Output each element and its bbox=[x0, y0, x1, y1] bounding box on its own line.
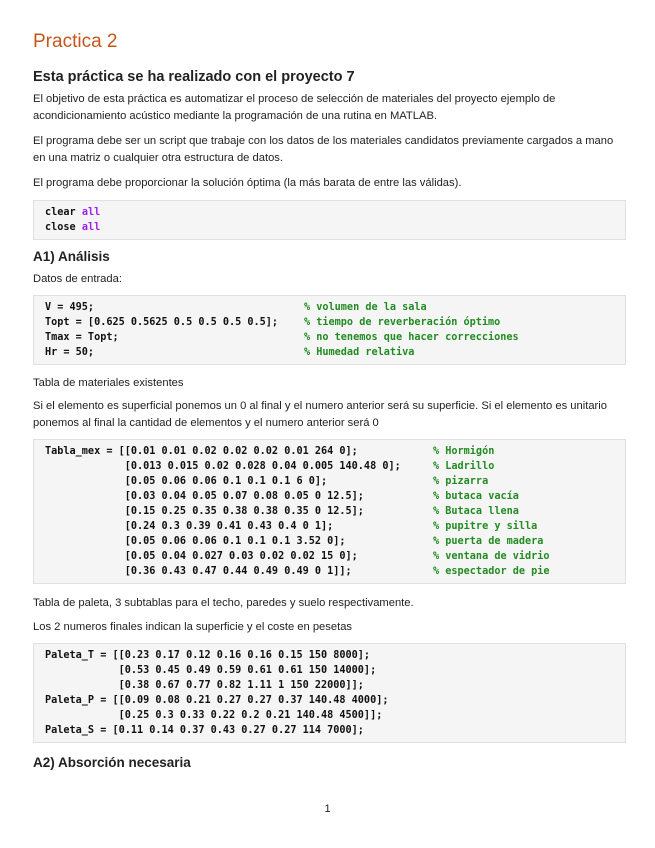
code-statement: [0.24 0.3 0.39 0.41 0.43 0.4 0 1]; bbox=[45, 521, 334, 532]
code-line bbox=[45, 330, 625, 345]
code-line bbox=[45, 300, 625, 315]
paragraph-datos-entrada: Datos de entrada: bbox=[33, 273, 122, 285]
code-comment: % Ladrillo bbox=[433, 461, 495, 472]
code-statement: Hr = 50; bbox=[45, 347, 95, 358]
code-comment: % puerta de madera bbox=[433, 536, 544, 547]
code-line bbox=[45, 444, 625, 459]
code-comment: % ventana de vidrio bbox=[433, 551, 550, 562]
code-statement: [0.03 0.04 0.05 0.07 0.08 0.05 0 12.5]; bbox=[45, 491, 364, 502]
code-line bbox=[45, 205, 625, 220]
code-line bbox=[45, 459, 625, 474]
code-statement: [0.013 0.015 0.02 0.028 0.04 0.005 140.48 0]; bbox=[45, 461, 401, 472]
paragraph-superficial: Si el elemento es superficial ponemos un 0 al final y el numero anterior será su superficie. Si el elemento es unitario ponemos al final la cantidad de elementos y el numero anterior será 0 bbox=[33, 400, 607, 429]
paragraph-objetivo: El objetivo de esta práctica es automatizar el proceso de selección de materiales del proyecto ejemplo de acondicionamiento acústico mediante la programación de una rutina en MATLAB. bbox=[33, 93, 556, 122]
paragraph-numeros-finales: Los 2 numeros finales indican la superficie y el coste en pesetas bbox=[33, 621, 353, 633]
code-statement: [0.36 0.43 0.47 0.44 0.49 0.49 0 1]]; bbox=[45, 566, 352, 577]
code-statement: Tmax = Topt; bbox=[45, 332, 119, 343]
code-comment: % volumen de la sala bbox=[304, 302, 427, 313]
code-line: [0.38 0.67 0.77 0.82 1.11 1 150 22000]]; bbox=[45, 680, 364, 691]
code-line: Paleta_T = [[0.23 0.17 0.12 0.16 0.16 0.15 150 8000]; bbox=[45, 650, 371, 661]
section-heading-a1: A1) Análisis bbox=[33, 249, 110, 264]
code-line: Paleta_P = [[0.09 0.08 0.21 0.27 0.27 0.37 140.48 4000]; bbox=[45, 695, 389, 706]
code-statement: Tabla_mex = [[0.01 0.01 0.02 0.02 0.02 0.01 264 0]; bbox=[45, 446, 358, 457]
code-line bbox=[45, 315, 625, 330]
code-comment: % pizarra bbox=[433, 476, 489, 487]
code-statement: [0.15 0.25 0.35 0.38 0.38 0.35 0 12.5]; bbox=[45, 506, 364, 517]
code-line: [0.25 0.3 0.33 0.22 0.2 0.21 140.48 4500]]; bbox=[45, 710, 383, 721]
paragraph-tabla-paleta: Tabla de paleta, 3 subtablas para el techo, paredes y suelo respectivamente. bbox=[33, 597, 414, 609]
code-line bbox=[45, 474, 625, 489]
code-line bbox=[45, 220, 625, 235]
code-comment: % butaca vacía bbox=[433, 491, 519, 502]
code-command: close bbox=[45, 222, 82, 233]
code-statement: [0.05 0.06 0.06 0.1 0.1 0.1 6 0]; bbox=[45, 476, 328, 487]
paragraph-script: El programa debe ser un script que trabaje con los datos de los materiales candidatos previamente cargados a mano en una matriz o cualquier otra estructura de datos. bbox=[33, 135, 614, 164]
code-keyword: all bbox=[81, 207, 101, 218]
code-comment: % Humedad relativa bbox=[304, 347, 415, 358]
code-line bbox=[45, 489, 625, 504]
page-number: 1 bbox=[324, 803, 331, 815]
code-comment: % no tenemos que hacer correcciones bbox=[304, 332, 519, 343]
code-line bbox=[45, 345, 625, 360]
section-heading-a2: A2) Absorción necesaria bbox=[33, 755, 191, 770]
code-statement: V = 495; bbox=[45, 302, 95, 313]
code-comment: % tiempo de reverberación óptimo bbox=[304, 317, 501, 328]
code-block-tabla-materiales bbox=[33, 439, 626, 584]
code-line bbox=[45, 549, 625, 564]
code-line: [0.53 0.45 0.49 0.59 0.61 0.61 150 14000]; bbox=[45, 665, 377, 676]
code-line: Paleta_S = [0.11 0.14 0.37 0.43 0.27 0.27 114 7000]; bbox=[45, 725, 364, 736]
code-line bbox=[45, 519, 625, 534]
code-command: clear bbox=[45, 207, 82, 218]
code-statement: [0.05 0.06 0.06 0.1 0.1 0.1 3.52 0]; bbox=[45, 536, 346, 547]
code-block-clear bbox=[33, 200, 626, 240]
code-statement: [0.05 0.04 0.027 0.03 0.02 0.02 15 0]; bbox=[45, 551, 358, 562]
code-line bbox=[45, 534, 625, 549]
paragraph-tabla-materiales: Tabla de materiales existentes bbox=[33, 377, 184, 389]
code-block-inputs bbox=[33, 295, 626, 365]
code-comment: % Butaca llena bbox=[433, 506, 519, 517]
code-block-paleta bbox=[33, 643, 626, 743]
code-comment: % espectador de pie bbox=[433, 566, 550, 577]
paragraph-solucion: El programa debe proporcionar la solución óptima (la más barata de entre las válidas). bbox=[33, 177, 462, 189]
page-title: Practica 2 bbox=[33, 31, 118, 52]
code-comment: % pupitre y silla bbox=[433, 521, 538, 532]
code-comment: % Hormigón bbox=[433, 446, 495, 457]
code-keyword: all bbox=[81, 222, 101, 233]
code-line bbox=[45, 564, 625, 579]
subtitle-heading: Esta práctica se ha realizado con el proyecto 7 bbox=[33, 69, 355, 85]
code-line bbox=[45, 504, 625, 519]
code-statement: Topt = [0.625 0.5625 0.5 0.5 0.5 0.5]; bbox=[45, 317, 279, 328]
